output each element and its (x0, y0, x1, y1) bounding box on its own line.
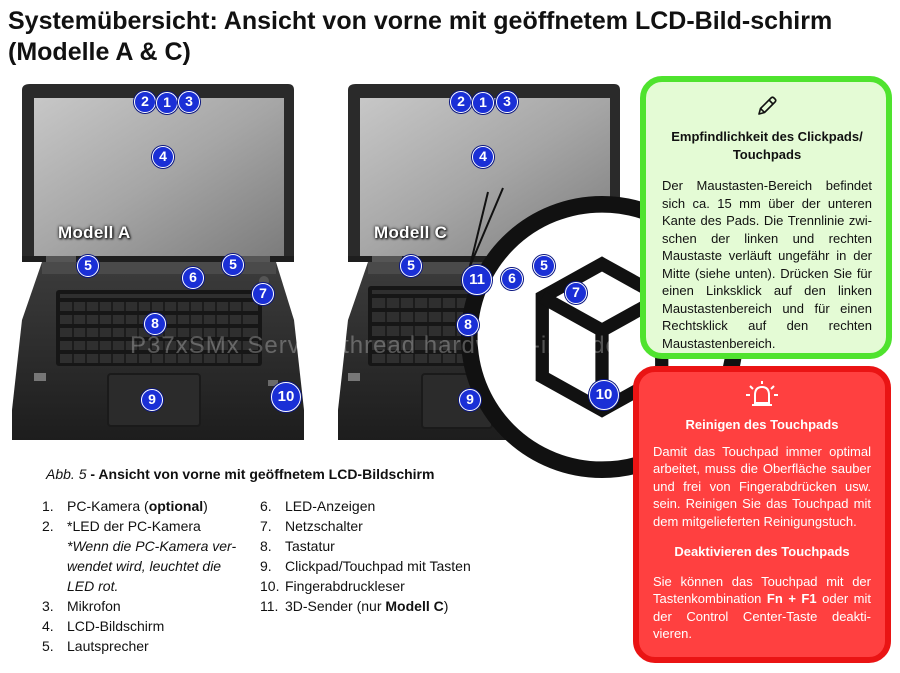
warning-text-disable-start: Sie können das Touchpad mit der Tastenkombination (653, 573, 871, 606)
callout-11: 11 (462, 265, 492, 295)
legend-number: 10. (260, 578, 280, 594)
legend-list-right (260, 496, 490, 616)
legend-number: 8. (260, 538, 272, 554)
laptop-model-a-illustration (12, 80, 304, 442)
figure-caption (46, 466, 434, 482)
legend-list-left (42, 496, 252, 656)
touchpad-sensitivity-note (640, 76, 892, 359)
legend-number: 11. (260, 598, 279, 614)
legend-number: 2. (42, 518, 54, 534)
callout-9: 9 (141, 389, 163, 411)
legend-item (42, 636, 252, 656)
tip-text: Der Maustasten-Bereich befindet sich ca. 15 mm über der unteren Kante des Pads. Die Trennlinie zwi-schen der linken und rechten Maustaste verläuft ungefähr in der Mitte (siehe unten). Drücken Sie für einen Linksklick auf den linken Maustastenbereich und für einen Rechtsklick auf den rechten Maustastenbereich. (662, 178, 872, 351)
legend-text-after: ) (443, 598, 449, 614)
warning-text-disable-end: oder mit der Control Center-Taste deakti-vieren. (653, 591, 871, 641)
legend-number: 9. (260, 558, 272, 574)
callout-2: 2 (450, 91, 472, 113)
legend-number: 6. (260, 498, 272, 514)
legend-note: *Wenn die PC-Kamera ver-wendet wird, leuchtet die LED rot. (67, 538, 237, 594)
legend-number: 5. (42, 638, 54, 654)
alarm-bell-icon (744, 380, 780, 410)
legend-text: Mikrofon (67, 598, 121, 614)
legend-item (42, 496, 252, 516)
callout-5-left: 5 (400, 255, 422, 277)
legend-item (260, 496, 490, 516)
legend-text: Tastatur (285, 538, 335, 554)
callout-7: 7 (252, 283, 274, 305)
laptop-model-c-image (338, 80, 630, 442)
legend-bold-text: Modell C (385, 598, 444, 614)
watermark: P37xSMx Service thread hardware-info.de (130, 332, 620, 359)
callout-10: 10 (589, 380, 619, 410)
legend-item (260, 516, 490, 536)
callout-10: 10 (271, 382, 301, 412)
laptop-model-a-image (12, 80, 304, 442)
callout-8: 8 (144, 313, 166, 335)
figure-separator: - (86, 466, 99, 482)
model-a-label: Modell A (58, 223, 131, 242)
callout-3: 3 (178, 91, 200, 113)
callout-9: 9 (459, 389, 481, 411)
warning-heading-disable: Deaktivieren des Touchpads (674, 544, 850, 559)
figure-title: Ansicht von vorne mit geöffnetem LCD-Bildschirm (98, 466, 435, 482)
callout-1: 1 (472, 92, 494, 114)
callout-5-right: 5 (222, 254, 244, 276)
legend-text: PC-Kamera ( (67, 498, 149, 514)
legend-number: 3. (42, 598, 54, 614)
legend-text-after: ) (203, 498, 208, 514)
touchpad-cleaning-warning (633, 366, 891, 663)
key-combination: Fn + F1 (766, 591, 817, 606)
legend-text: LED-Anzeigen (285, 498, 376, 514)
legend-item (42, 596, 252, 616)
legend-item (260, 556, 490, 576)
legend-text: Lautsprecher (67, 638, 149, 654)
legend-text: 3D-Sender (nur (285, 598, 386, 614)
callout-4: 4 (472, 146, 494, 168)
legend-item (42, 516, 252, 596)
legend-text: Fingerabdruckleser (285, 578, 405, 594)
model-c-label: Modell C (374, 223, 448, 242)
legend-item (260, 596, 490, 616)
legend-text: *LED der PC-Kamera (67, 518, 201, 534)
callout-7: 7 (565, 282, 587, 304)
legend-text: Netzschalter (285, 518, 363, 534)
warning-heading-cleaning: Reinigen des Touchpads (685, 417, 839, 432)
legend-number: 1. (42, 498, 54, 514)
callout-5-left: 5 (77, 255, 99, 277)
callout-6: 6 (501, 268, 523, 290)
warning-text-disable (653, 573, 871, 643)
callout-5-right: 5 (533, 255, 555, 277)
legend-item (260, 576, 490, 596)
warning-text-cleaning: Damit das Touchpad immer optimal arbeitet, muss die Oberfläche sauber und frei von Fingerabdrücken usw. sein. Reinigen Sie das Touchpad mit dem mitgelieferten Reinigungstuch. (653, 443, 871, 529)
pencil-icon (755, 94, 779, 118)
callout-3: 3 (496, 91, 518, 113)
callout-8: 8 (457, 314, 479, 336)
page-title: Systemübersicht: Ansicht von vorne mit geöffnetem LCD-Bild-schirm (Modelle A & C) (8, 7, 833, 66)
callout-4: 4 (152, 146, 174, 168)
legend-number: 4. (42, 618, 54, 634)
legend-item (42, 616, 252, 636)
legend-item (260, 536, 490, 556)
figure-reference: Abb. 5 (46, 466, 87, 482)
legend-text: LCD-Bildschirm (67, 618, 165, 634)
legend-number: 7. (260, 518, 272, 534)
callout-2: 2 (134, 91, 156, 113)
callout-1: 1 (156, 92, 178, 114)
legend-bold-text: optional (148, 498, 204, 514)
legend-text: Clickpad/Touchpad mit Tasten (285, 558, 471, 574)
tip-heading: Empfindlichkeit des Clickpads/ Touchpads (671, 129, 863, 162)
callout-6: 6 (182, 267, 204, 289)
